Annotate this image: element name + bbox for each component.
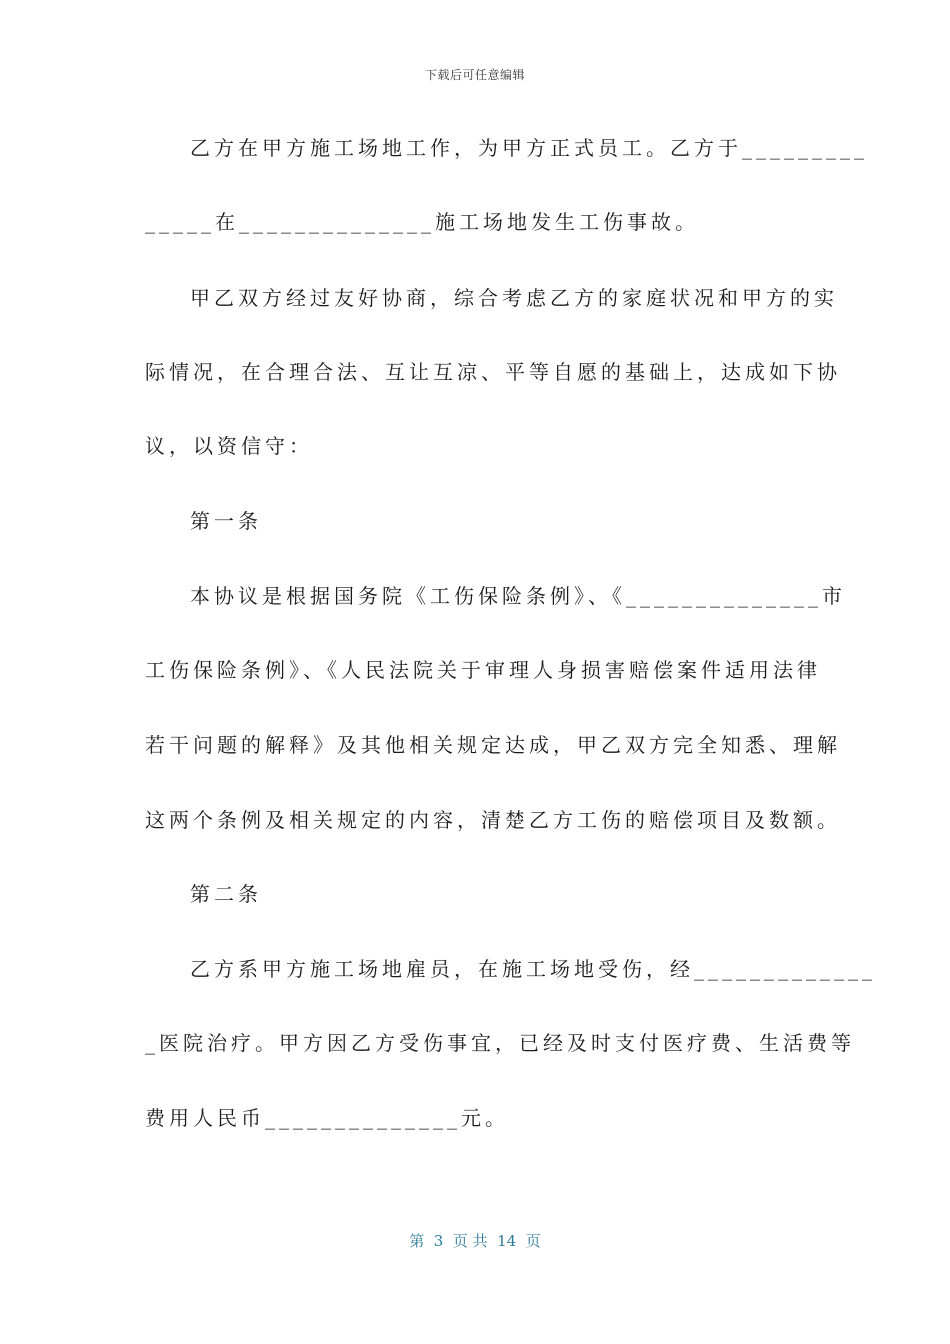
paragraph-line-2: _____在______________施工场地发生工伤事故。: [145, 210, 699, 234]
paragraph-line-11: _医院治疗。甲方因乙方受伤事宜，已经及时支付医疗费、生活费等: [145, 1031, 855, 1055]
paragraph-line-1: 乙方在甲方施工场地工作，为甲方正式员工。乙方于_________: [190, 136, 868, 160]
paragraph-line-7: 工伤保险条例》、《人民法院关于审理人身损害赔偿案件适用法律: [145, 658, 821, 682]
paragraph-line-3: 甲乙双方经过友好协商，综合考虑乙方的家庭状况和甲方的实: [190, 286, 838, 310]
article-heading-1: 第一条: [190, 509, 262, 533]
paragraph-line-6: 本协议是根据国务院《工伤保险条例》、《______________市: [190, 584, 846, 608]
paragraph-line-10: 乙方系甲方施工场地雇员，在施工场地受伤，经_____________: [190, 957, 876, 981]
paragraph-line-4: 际情况，在合理合法、互让互凉、平等自愿的基础上，达成如下协: [145, 360, 841, 384]
paragraph-line-9: 这两个条例及相关规定的内容，清楚乙方工伤的赔偿项目及数额。: [145, 808, 841, 832]
article-heading-2: 第二条: [190, 882, 262, 906]
page-header: 下载后可任意编辑: [424, 68, 525, 82]
paragraph-line-5: 议，以资信守：: [145, 434, 313, 458]
paragraph-line-8: 若干问题的解释》及其他相关规定达成，甲乙双方完全知悉、理解: [145, 733, 841, 757]
paragraph-line-12: 费用人民币______________元。: [145, 1106, 509, 1130]
page-footer: 第 3 页 共 14 页: [409, 1232, 541, 1250]
